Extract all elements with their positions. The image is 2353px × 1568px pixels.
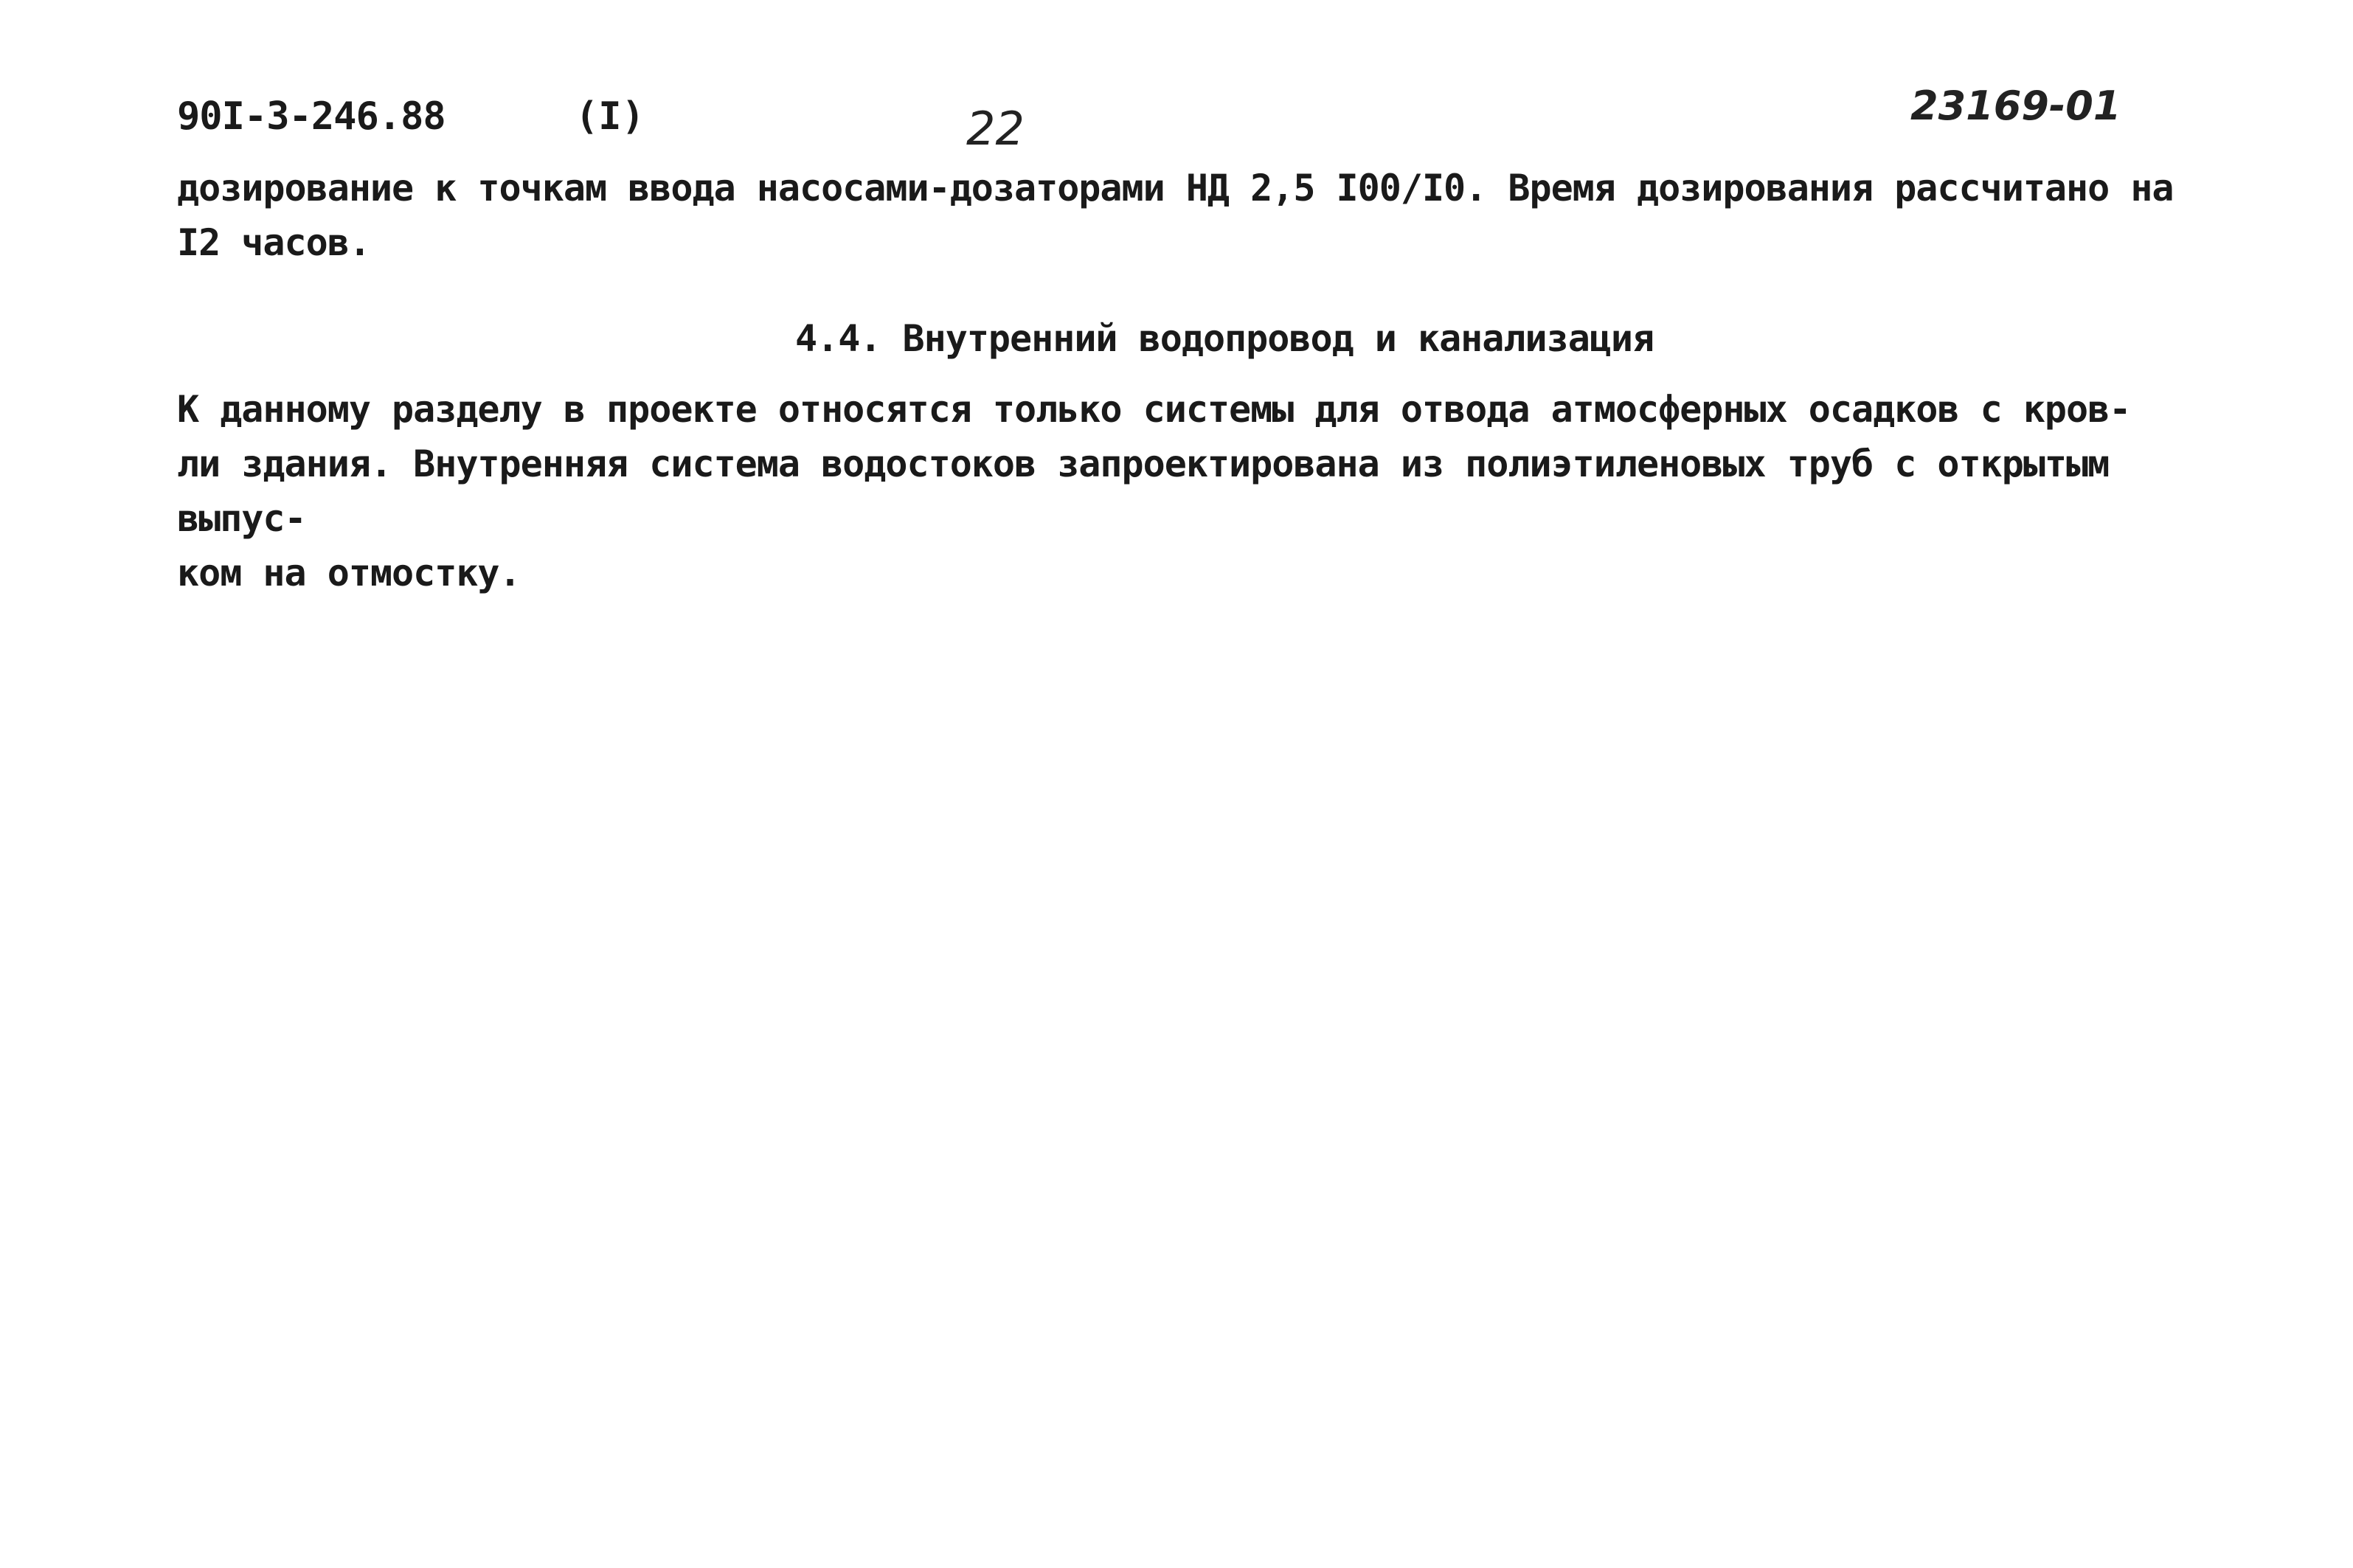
section-heading: 4.4. Внутренний водопровод и канализация	[795, 317, 1654, 360]
page-number: 22	[966, 102, 1025, 156]
inventory-number: 23169-01	[1910, 83, 2121, 129]
part-number: (I)	[575, 94, 645, 139]
document-code: 90I-3-246.88	[177, 94, 446, 139]
paragraph-water-supply: К данному разделу в проекте относятся только системы для отвода атмосферных осадков с кров- ли здания. Внутренняя система водостоков запроектирована из полиэтиленовых труб с открытым выпус- ком на отмостку.	[177, 388, 2131, 594]
paragraph-dosing: дозирование к точкам ввода насосами-дозаторами НД 2,5 I00/I0. Время дозирования рассчитано на I2 часов.	[177, 167, 2174, 264]
